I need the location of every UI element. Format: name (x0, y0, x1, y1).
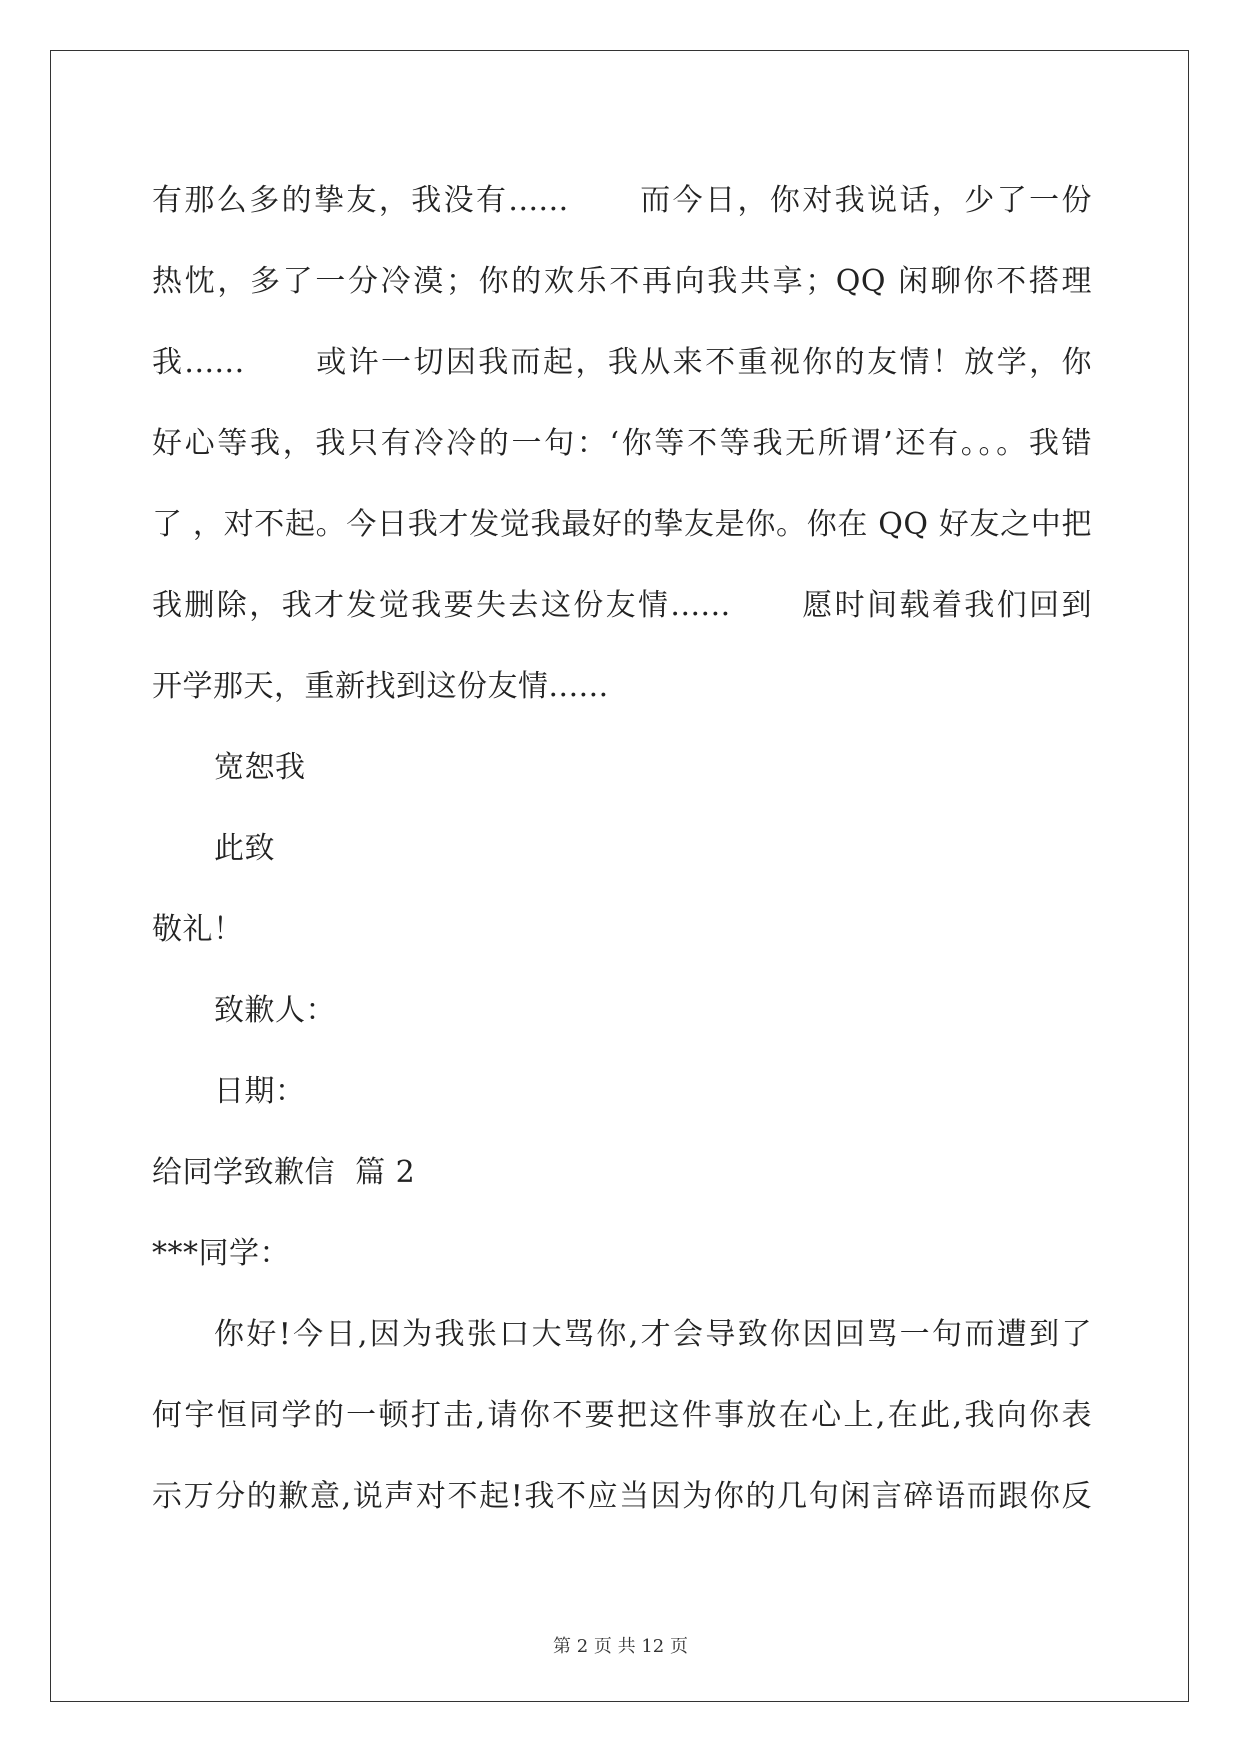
paragraph-line: 热忱，多了一分冷漠；你的欢乐不再向我共享；QQ 闲聊你不搭理 (152, 264, 1092, 299)
paragraph-line: 何宇恒同学的一顿打击,请你不要把这件事放在心上,在此,我向你表 (152, 1398, 1092, 1433)
closing-forgive: 宽恕我 (214, 750, 306, 785)
paragraph-line: 好心等我，我只有冷冷的一句：‘你等不等我无所谓’还有。。。我错 (152, 426, 1092, 461)
paragraph-line: 了 ，对不起。今日我才发觉我最好的挚友是你。你在 QQ 好友之中把 (152, 507, 1092, 542)
paragraph-line: 你好!今日,因为我张口大骂你,才会导致你因回骂一句而遭到了 (214, 1317, 1092, 1352)
paragraph-line: 有那么多的挚友，我没有...... 而今日，你对我说话，少了一份 (152, 183, 1092, 218)
closing-regards: 敬礼！ (152, 912, 244, 947)
date-label: 日期： (214, 1074, 306, 1109)
page-number-footer: 第 2 页 共 12 页 (553, 1636, 688, 1657)
closing-salutation: 此致 (214, 831, 275, 866)
addressee: ***同学： (152, 1236, 290, 1271)
paragraph-line: 我删除，我才发觉我要失去这份友情...... 愿时间载着我们回到 (152, 588, 1092, 623)
document-body (152, 160, 1092, 1537)
section-title: 给同学致歉信 篇 2 (152, 1155, 416, 1190)
paragraph-line: 示万分的歉意,说声对不起!我不应当因为你的几句闲言碎语而跟你反 (152, 1479, 1092, 1514)
paragraph-line: 我...... 或许一切因我而起，我从来不重视你的友情！放学，你 (152, 345, 1092, 380)
paragraph-line: 开学那天，重新找到这份友情...... (152, 669, 609, 704)
signer-label: 致歉人： (214, 993, 336, 1028)
